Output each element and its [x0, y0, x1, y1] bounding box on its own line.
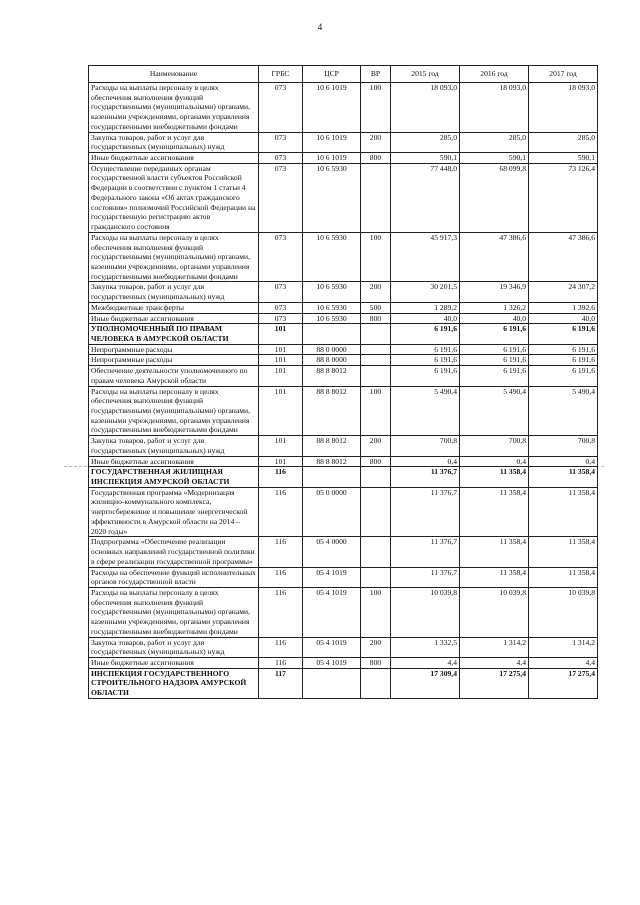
cell-2017: 0,4 [529, 456, 598, 467]
cell-2017: 24 307,2 [529, 282, 598, 302]
cell-grbs: 101 [259, 366, 303, 386]
table-row [89, 657, 598, 668]
cell-2017: 10 039,8 [529, 587, 598, 637]
cell-2015: 30 201,5 [391, 282, 460, 302]
table-row [89, 487, 598, 537]
cell-2016: 47 386,6 [460, 232, 529, 282]
cell-2016: 700,8 [460, 436, 529, 456]
table-row [89, 668, 598, 698]
cell-vr [361, 324, 391, 344]
cell-2017: 6 191,6 [529, 344, 598, 355]
cell-vr [361, 467, 391, 487]
table-row [89, 436, 598, 456]
cell-name: Расходы на выплаты персоналу в целях обеспечения выполнения функций государственными (муниципальными) органами, казенными учреждениями, органами управления государственными внебюджетными фондами [89, 83, 259, 133]
cell-2016: 11 358,4 [460, 467, 529, 487]
cell-2015: 10 039,8 [391, 587, 460, 637]
cell-2015: 11 376,7 [391, 467, 460, 487]
cell-2015: 0,4 [391, 456, 460, 467]
cell-csr: 10 6 1019 [303, 132, 361, 152]
cell-2017: 6 191,6 [529, 355, 598, 366]
cell-name: Межбюджетные трансферты [89, 302, 259, 313]
cell-2015: 590,1 [391, 153, 460, 164]
cell-2016: 40,0 [460, 313, 529, 324]
cell-grbs: 101 [259, 386, 303, 436]
cell-2016: 1 326,2 [460, 302, 529, 313]
cell-2016: 6 191,6 [460, 366, 529, 386]
cell-2015: 6 191,6 [391, 355, 460, 366]
table-row [89, 324, 598, 344]
cell-vr: 100 [361, 386, 391, 436]
cell-2015: 5 490,4 [391, 386, 460, 436]
cell-2016: 6 191,6 [460, 344, 529, 355]
cell-name: УПОЛНОМОЧЕННЫЙ ПО ПРАВАМ ЧЕЛОВЕКА В АМУРСКОЙ ОБЛАСТИ [89, 324, 259, 344]
cell-vr: 800 [361, 657, 391, 668]
cell-2017: 11 358,4 [529, 487, 598, 537]
cell-2016: 590,1 [460, 153, 529, 164]
cell-2017: 40,0 [529, 313, 598, 324]
table-row [89, 355, 598, 366]
cell-2015: 1 332,5 [391, 637, 460, 657]
cell-2017: 73 126,4 [529, 163, 598, 232]
cell-2016: 11 358,4 [460, 537, 529, 567]
cell-2017: 6 191,6 [529, 324, 598, 344]
cell-grbs: 073 [259, 163, 303, 232]
header-name: Наименование [89, 66, 259, 83]
cell-name: Закупка товаров, работ и услуг для государственных (муниципальных) нужд [89, 637, 259, 657]
cell-csr: 10 6 5930 [303, 313, 361, 324]
cell-csr: 88 8 8012 [303, 366, 361, 386]
cell-grbs: 073 [259, 153, 303, 164]
cell-grbs: 117 [259, 668, 303, 698]
cell-csr: 05 4 1019 [303, 567, 361, 587]
cell-name: Закупка товаров, работ и услуг для государственных (муниципальных) нужд [89, 132, 259, 152]
cell-grbs: 101 [259, 355, 303, 366]
cell-2017: 285,0 [529, 132, 598, 152]
cell-name: Государственная программа «Модернизация жилищно-коммунального комплекса, энергосбережение и повышение энергетической эффективности в Амурской области на 2014 – 2020 годы» [89, 487, 259, 537]
cell-2015: 1 289,2 [391, 302, 460, 313]
cell-2017: 590,1 [529, 153, 598, 164]
cell-name: Иные бюджетные ассигнования [89, 153, 259, 164]
cell-grbs: 116 [259, 657, 303, 668]
cell-grbs: 073 [259, 282, 303, 302]
table-row [89, 467, 598, 487]
cell-vr [361, 567, 391, 587]
cell-name: Непрограммные расходы [89, 355, 259, 366]
table-row [89, 637, 598, 657]
cell-name: Расходы на выплаты персоналу в целях обеспечения выполнения функций государственными (муниципальными) органами, казенными учреждениями, органами управления государственными внебюджетными фондами [89, 386, 259, 436]
cell-2016: 1 314,2 [460, 637, 529, 657]
cell-grbs: 116 [259, 567, 303, 587]
cell-grbs: 073 [259, 302, 303, 313]
cell-2015: 45 917,3 [391, 232, 460, 282]
cell-2016: 17 275,4 [460, 668, 529, 698]
cell-grbs: 116 [259, 587, 303, 637]
cell-2016: 11 358,4 [460, 567, 529, 587]
cell-2015: 11 376,7 [391, 567, 460, 587]
table-row [89, 386, 598, 436]
cell-grbs: 101 [259, 456, 303, 467]
cell-vr: 200 [361, 282, 391, 302]
cell-vr: 500 [361, 302, 391, 313]
cell-2017: 47 386,6 [529, 232, 598, 282]
header-csr: ЦСР [303, 66, 361, 83]
cell-2016: 6 191,6 [460, 355, 529, 366]
cell-vr [361, 366, 391, 386]
cell-name: Иные бюджетные ассигнования [89, 456, 259, 467]
table-row [89, 567, 598, 587]
cell-csr: 88 0 0000 [303, 344, 361, 355]
header-grbs: ГРБС [259, 66, 303, 83]
table-row [89, 587, 598, 637]
table-row [89, 537, 598, 567]
cell-2017: 11 358,4 [529, 537, 598, 567]
cell-csr [303, 324, 361, 344]
cell-2016: 6 191,6 [460, 324, 529, 344]
cell-2015: 4,4 [391, 657, 460, 668]
cell-2015: 77 448,0 [391, 163, 460, 232]
cell-2016: 285,0 [460, 132, 529, 152]
table-row [89, 302, 598, 313]
cell-vr [361, 668, 391, 698]
cell-name: Расходы на выплаты персоналу в целях обеспечения выполнения функций государственными (муниципальными) органами, казенными учреждениями, органами управления государственными внебюджетными фондами [89, 587, 259, 637]
table-header-row [89, 66, 598, 83]
cell-csr: 88 8 0000 [303, 355, 361, 366]
cell-csr: 05 4 1019 [303, 657, 361, 668]
cell-vr: 100 [361, 587, 391, 637]
cell-2016: 18 093,0 [460, 83, 529, 133]
cell-name: ИНСПЕКЦИЯ ГОСУДАРСТВЕННОГО СТРОИТЕЛЬНОГО НАДЗОРА АМУРСКОЙ ОБЛАСТИ [89, 668, 259, 698]
cell-csr: 88 8 8012 [303, 386, 361, 436]
cell-2017: 4,4 [529, 657, 598, 668]
cell-2015: 700,8 [391, 436, 460, 456]
cell-2016: 11 358,4 [460, 487, 529, 537]
cell-vr: 100 [361, 232, 391, 282]
cell-2016: 0,4 [460, 456, 529, 467]
cell-csr: 05 0 0000 [303, 487, 361, 537]
cell-vr: 800 [361, 456, 391, 467]
cell-name: Осуществление переданных органам государственной власти субъектов Российской Федерации в соответствии с пунктом 1 статьи 4 Федерального закона «Об актах гражданского состояния» полномочий Российской Федерации на государственную регистрацию актов гражданского состояния [89, 163, 259, 232]
cell-2015: 11 376,7 [391, 487, 460, 537]
cell-grbs: 073 [259, 232, 303, 282]
cell-vr: 200 [361, 637, 391, 657]
cell-grbs: 073 [259, 132, 303, 152]
cell-csr [303, 467, 361, 487]
cell-2017: 700,8 [529, 436, 598, 456]
cell-csr [303, 668, 361, 698]
cell-grbs: 101 [259, 324, 303, 344]
cell-csr: 10 6 1019 [303, 83, 361, 133]
cell-2017: 18 093,0 [529, 83, 598, 133]
cell-csr: 10 6 5930 [303, 232, 361, 282]
table-row [89, 132, 598, 152]
cell-vr: 800 [361, 313, 391, 324]
cell-2015: 6 191,6 [391, 324, 460, 344]
cell-vr [361, 537, 391, 567]
cell-vr [361, 487, 391, 537]
table-row [89, 282, 598, 302]
cell-grbs: 101 [259, 436, 303, 456]
cell-vr: 100 [361, 83, 391, 133]
cell-name: Закупка товаров, работ и услуг для государственных (муниципальных) нужд [89, 436, 259, 456]
cell-2017: 1 392,6 [529, 302, 598, 313]
cell-2015: 18 093,0 [391, 83, 460, 133]
cell-2015: 6 191,6 [391, 344, 460, 355]
cell-vr: 800 [361, 153, 391, 164]
table-row [89, 456, 598, 467]
cell-2016: 68 099,8 [460, 163, 529, 232]
cell-2016: 19 346,9 [460, 282, 529, 302]
table-row [89, 366, 598, 386]
cell-vr [361, 355, 391, 366]
page-number: 4 [317, 22, 323, 32]
cell-2017: 5 490,4 [529, 386, 598, 436]
cell-vr: 200 [361, 132, 391, 152]
table-body [89, 83, 598, 699]
cell-csr: 10 6 5930 [303, 302, 361, 313]
cell-grbs: 101 [259, 344, 303, 355]
cell-name: Расходы на выплаты персоналу в целях обеспечения выполнения функций государственными (муниципальными) органами, казенными учреждениями, органами управления государственными внебюджетными фондами [89, 232, 259, 282]
table-row [89, 153, 598, 164]
header-2015: 2015 год [391, 66, 460, 83]
cell-name: Иные бюджетные ассигнования [89, 313, 259, 324]
cell-csr: 05 4 0000 [303, 537, 361, 567]
cell-2017: 11 358,4 [529, 567, 598, 587]
cell-name: Непрограммные расходы [89, 344, 259, 355]
cell-name: Иные бюджетные ассигнования [89, 657, 259, 668]
cell-vr: 200 [361, 436, 391, 456]
cell-2017: 6 191,6 [529, 366, 598, 386]
cell-csr: 10 6 5930 [303, 163, 361, 232]
header-vr: ВР [361, 66, 391, 83]
header-2017: 2017 год [529, 66, 598, 83]
table-row [89, 163, 598, 232]
cell-name: Подпрограмма «Обеспечение реализации основных направлений государственной политики в сфере реализации государственной программы» [89, 537, 259, 567]
cell-vr [361, 163, 391, 232]
cell-csr: 05 4 1019 [303, 587, 361, 637]
cell-grbs: 116 [259, 637, 303, 657]
cell-2017: 11 358,4 [529, 467, 598, 487]
cell-csr: 88 8 8012 [303, 436, 361, 456]
cell-2015: 11 376,7 [391, 537, 460, 567]
cell-2015: 17 309,4 [391, 668, 460, 698]
table-row [89, 344, 598, 355]
cell-grbs: 116 [259, 537, 303, 567]
cell-2015: 6 191,6 [391, 366, 460, 386]
cell-2015: 285,0 [391, 132, 460, 152]
table-row [89, 83, 598, 133]
table-row [89, 313, 598, 324]
cell-csr: 88 8 8012 [303, 456, 361, 467]
cell-name: Закупка товаров, работ и услуг для государственных (муниципальных) нужд [89, 282, 259, 302]
cell-2016: 4,4 [460, 657, 529, 668]
table-row [89, 232, 598, 282]
cell-grbs: 073 [259, 83, 303, 133]
cell-name: Обеспечение деятельности уполномоченного по правам человека Амурской области [89, 366, 259, 386]
cell-2016: 10 039,8 [460, 587, 529, 637]
cell-name: Расходы на обеспечение функций исполнительных органов государственной власти [89, 567, 259, 587]
cell-name: ГОСУДАРСТВЕННАЯ ЖИЛИЩНАЯ ИНСПЕКЦИЯ АМУРСКОЙ ОБЛАСТИ [89, 467, 259, 487]
header-2016: 2016 год [460, 66, 529, 83]
cell-grbs: 116 [259, 467, 303, 487]
cell-2016: 5 490,4 [460, 386, 529, 436]
budget-table [88, 65, 598, 699]
cell-vr [361, 344, 391, 355]
cell-csr: 05 4 1019 [303, 637, 361, 657]
cell-csr: 10 6 1019 [303, 153, 361, 164]
cell-2017: 1 314,2 [529, 637, 598, 657]
cell-2017: 17 275,4 [529, 668, 598, 698]
cell-2015: 40,0 [391, 313, 460, 324]
cell-csr: 10 6 5930 [303, 282, 361, 302]
cell-grbs: 073 [259, 313, 303, 324]
cell-grbs: 116 [259, 487, 303, 537]
